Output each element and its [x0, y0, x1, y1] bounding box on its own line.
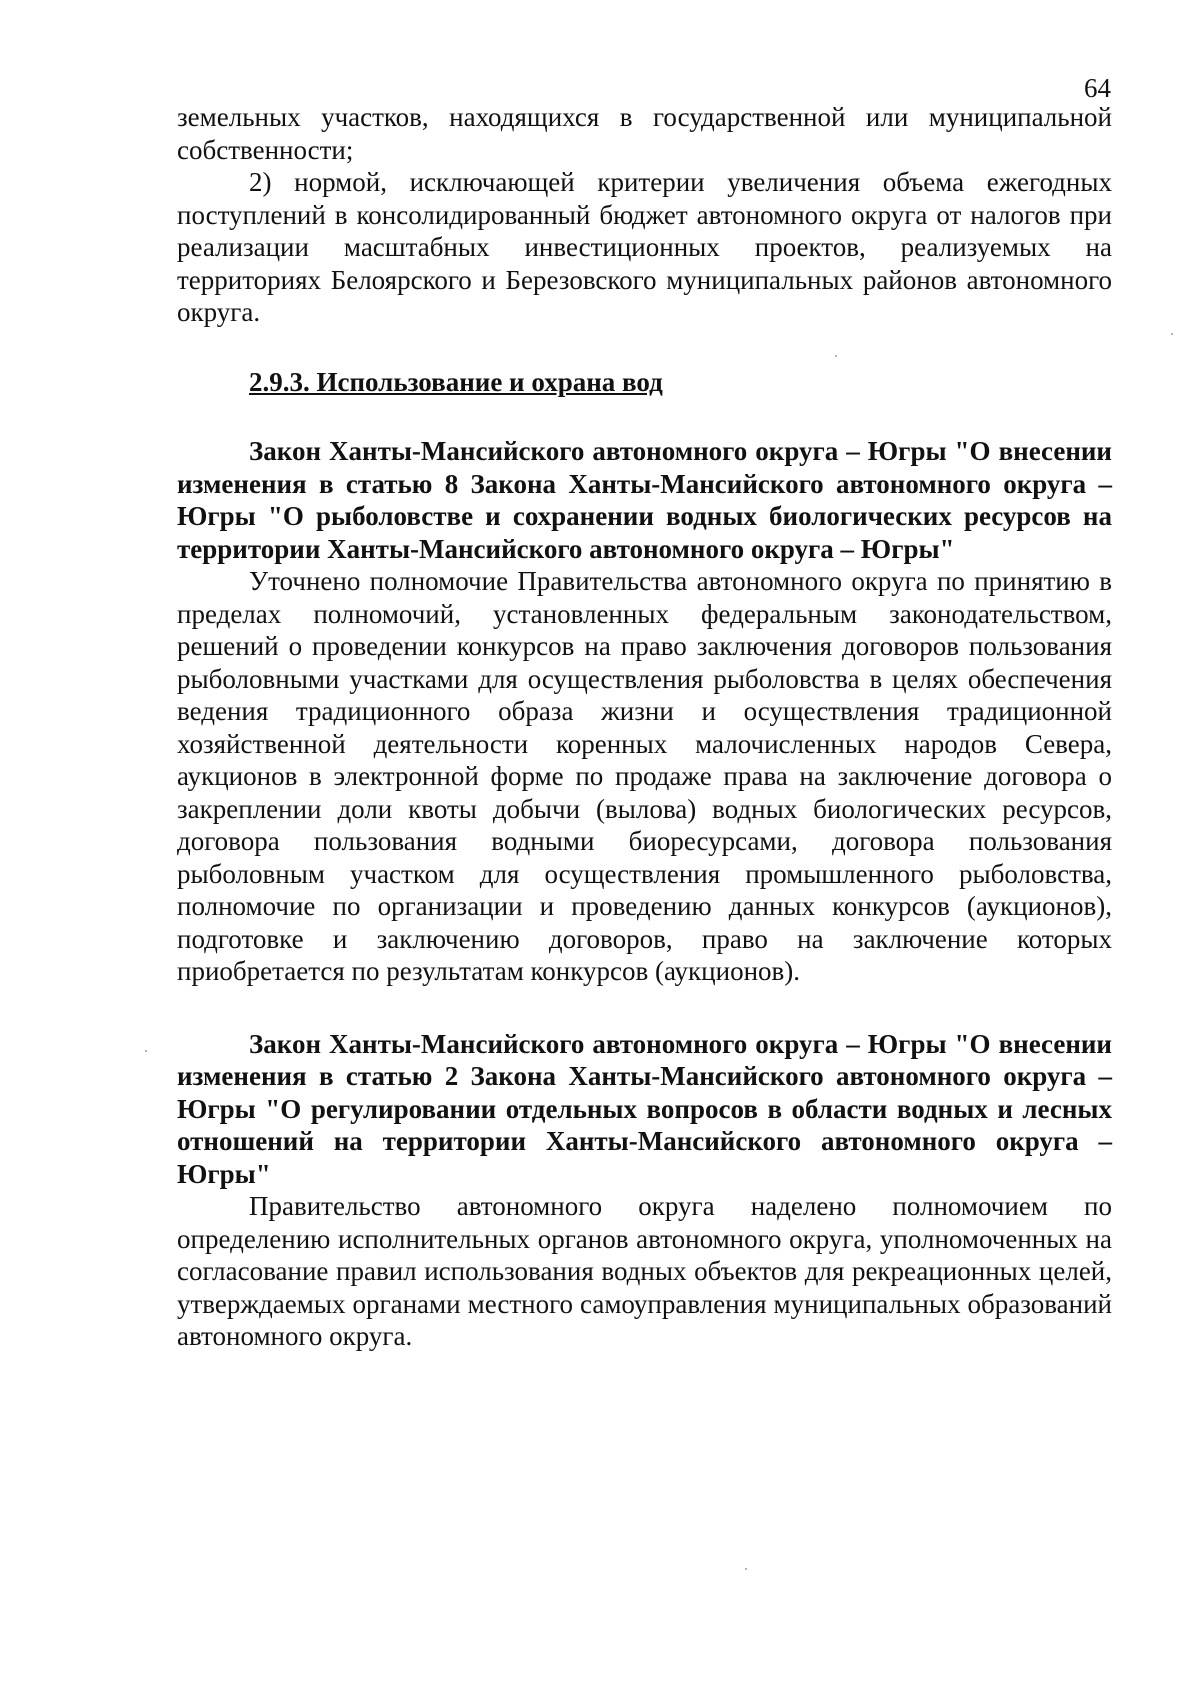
law-title-water-forest: Закон Ханты-Мансийского автономного округа – Югры "О внесении изменения в статью 2 Закона Ханты-Мансийского автономного округа – Югры "О регулировании отдельных вопросов в области водных и лесных отношений на территории Ханты-Мансийского автономного округа – Югры" — [177, 1028, 1112, 1189]
law-body-water-forest: Правительство автономного округа наделено полномочием по определению исполнительных органов автономного округа, уполномоченных на согласование правил использования водных объектов для рекреационных целей, утверждаемых органами местного самоуправления муниципальных образований автономного округа. — [177, 1191, 1112, 1351]
scan-speck — [835, 355, 837, 357]
scan-speck — [1171, 333, 1173, 335]
document-body — [177, 101, 1112, 1353]
scan-speck — [745, 1568, 747, 1570]
page-number: 64 — [1084, 73, 1111, 103]
law-body-fishing: Уточнено полномочие Правительства автономного округа по принятию в пределах полномочий, установленных федеральным законодательством, решений о проведении конкурсов на право заключения договоров пользования рыболовными участками для осуществления рыболовства в целях обеспечения ведения традиционного образа жизни и осуществления традиционной хозяйственной деятельности коренных малочисленных народов Севера, аукционов в электронной форме по продаже права на заключение договора о закреплении доли квоты добычи (вылова) водных биологических ресурсов, договора пользования водными биоресурсами, договора пользования рыболовным участком для осуществления промышленного рыболовства, полномочие по организации и проведению данных конкурсов (аукционов), подготовке и заключению договоров, право на заключение которых приобретается по результатам конкурсов (аукционов). — [177, 566, 1112, 986]
paragraph-norm-2: 2) нормой, исключающей критерии увеличения объема ежегодных поступлений в консолидированный бюджет автономного округа от налогов при реализации масштабных инвестиционных проектов, реализуемых на территориях Белоярского и Березовского муниципальных районов автономного округа. — [177, 167, 1112, 327]
section-title: 2.9.3. Использование и охрана вод — [249, 366, 663, 397]
law-title-fishing: Закон Ханты-Мансийского автономного округа – Югры "О внесении изменения в статью 8 Закона Ханты-Мансийского автономного округа – Югры "О рыболовстве и сохранении водных биологических ресурсов на территории Ханты-Мансийского автономного округа – Югры" — [177, 436, 1112, 564]
scan-speck — [145, 1050, 147, 1052]
paragraph-land-plots: земельных участков, находящихся в государственной или муниципальной собственности; — [177, 102, 1112, 165]
